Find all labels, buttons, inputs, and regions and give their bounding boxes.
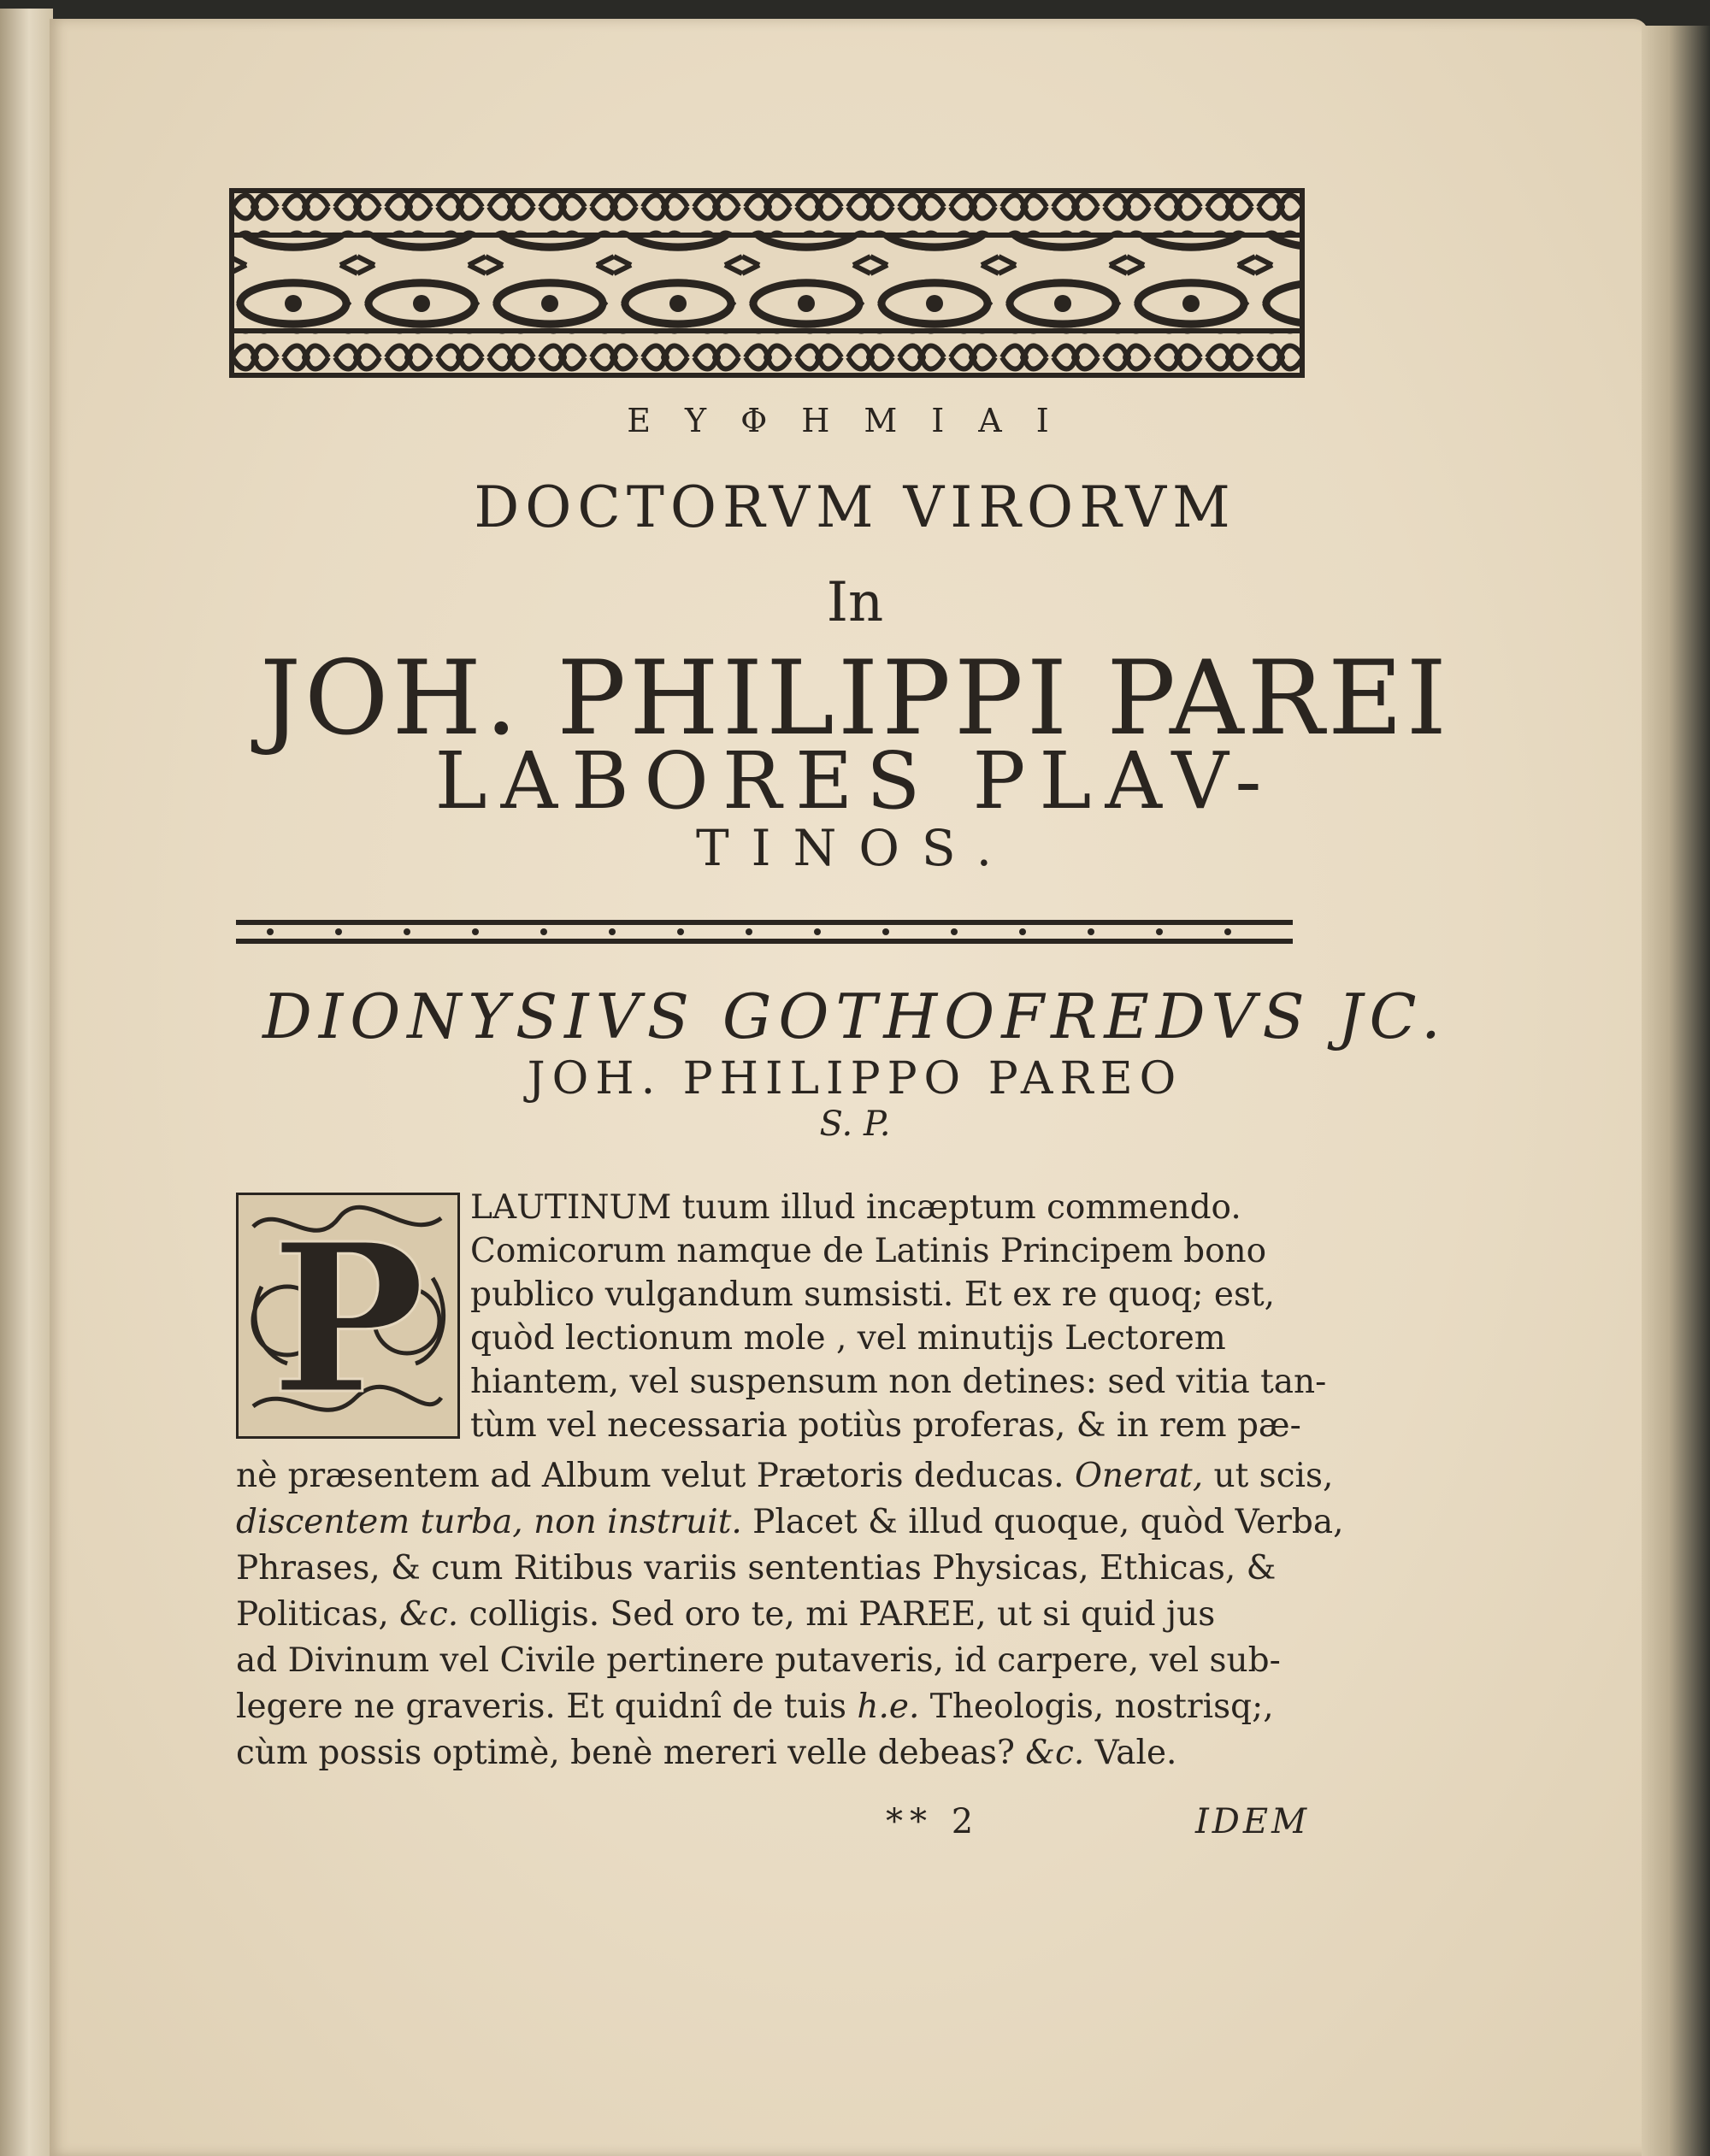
- body-text: Theologis, nostrisq;,: [929, 1688, 1274, 1726]
- italic-quote: discentem turba, non instruit.: [236, 1503, 742, 1541]
- body-line-1: LAUTINUM tuum illud incæptum commendo.: [470, 1188, 1241, 1227]
- body-text: Politicas,: [236, 1595, 389, 1634]
- head-ornament: [229, 188, 1305, 378]
- body-text: ut scis,: [1213, 1457, 1334, 1495]
- body-line-11: ad Divinum vel Civile pertinere putaveris, id carpere, vel sub-: [236, 1641, 1281, 1680]
- body-text: colligis. Sed oro te, mi PAREE, ut si quid jus: [469, 1595, 1216, 1634]
- body-line-5: hiantem, vel suspensum non detines: sed vitia tan-: [470, 1363, 1327, 1401]
- title-line-3: TINOS.: [696, 819, 1014, 877]
- decorated-initial-p: [236, 1193, 460, 1439]
- letter-recipient: JOH. PHILIPPO PAREO: [527, 1053, 1183, 1105]
- title-line-1: JOH. PHILIPPI PAREI: [259, 639, 1451, 758]
- body-line-10: [236, 1595, 1215, 1634]
- body-line-9: Phrases, & cum Ritibus variis sententias Physicas, Ethicas, &: [236, 1549, 1277, 1588]
- etc-abbrev: &c.: [399, 1595, 459, 1634]
- body-line-6: tùm vel necessaria potiùs proferas, & in rem pæ-: [470, 1406, 1301, 1445]
- body-line-13: [236, 1734, 1176, 1772]
- signature-mark: ** 2: [886, 1802, 981, 1841]
- catchword: IDEM: [1195, 1802, 1311, 1841]
- svg-text:P: P: [270, 1199, 426, 1439]
- body-line-3: publico vulgandum sumsisti. Et ex re quoq; est,: [470, 1275, 1276, 1314]
- body-text: cùm possis optimè, benè mereri velle debeas?: [236, 1734, 1015, 1772]
- title-line-2: LABORES PLAV-: [434, 735, 1276, 827]
- body-line-8: [236, 1503, 1344, 1541]
- letter-author: DIONYSIVS GOTHOFREDVS JC.: [262, 981, 1448, 1052]
- body-text: Vale.: [1094, 1734, 1177, 1772]
- in-word: In: [826, 571, 884, 634]
- italic-quote: Onerat,: [1074, 1457, 1204, 1495]
- heading: DOCTORVM VIRORVM: [474, 474, 1236, 540]
- body-text: Placet & illud quoque, quòd Verba,: [752, 1503, 1344, 1541]
- greek-title: ΕΥΦΗΜΙΑΙ: [627, 402, 1083, 439]
- body-line-7: [236, 1457, 1333, 1495]
- etc-abbrev: &c.: [1025, 1734, 1085, 1772]
- salutation: S. P.: [819, 1105, 891, 1144]
- body-line-12: [236, 1688, 1274, 1726]
- body-text: nè præsentem ad Album velut Prætoris deducas.: [236, 1457, 1064, 1495]
- ornamental-rule: [236, 916, 1293, 947]
- body-text: legere ne graveris. Et quidnî de tuis: [236, 1688, 846, 1726]
- body-line-4: quòd lectionum mole , vel minutijs Lectorem: [470, 1319, 1226, 1358]
- he-abbrev: h.e.: [857, 1688, 920, 1726]
- body-line-2: Comicorum namque de Latinis Principem bono: [470, 1232, 1267, 1270]
